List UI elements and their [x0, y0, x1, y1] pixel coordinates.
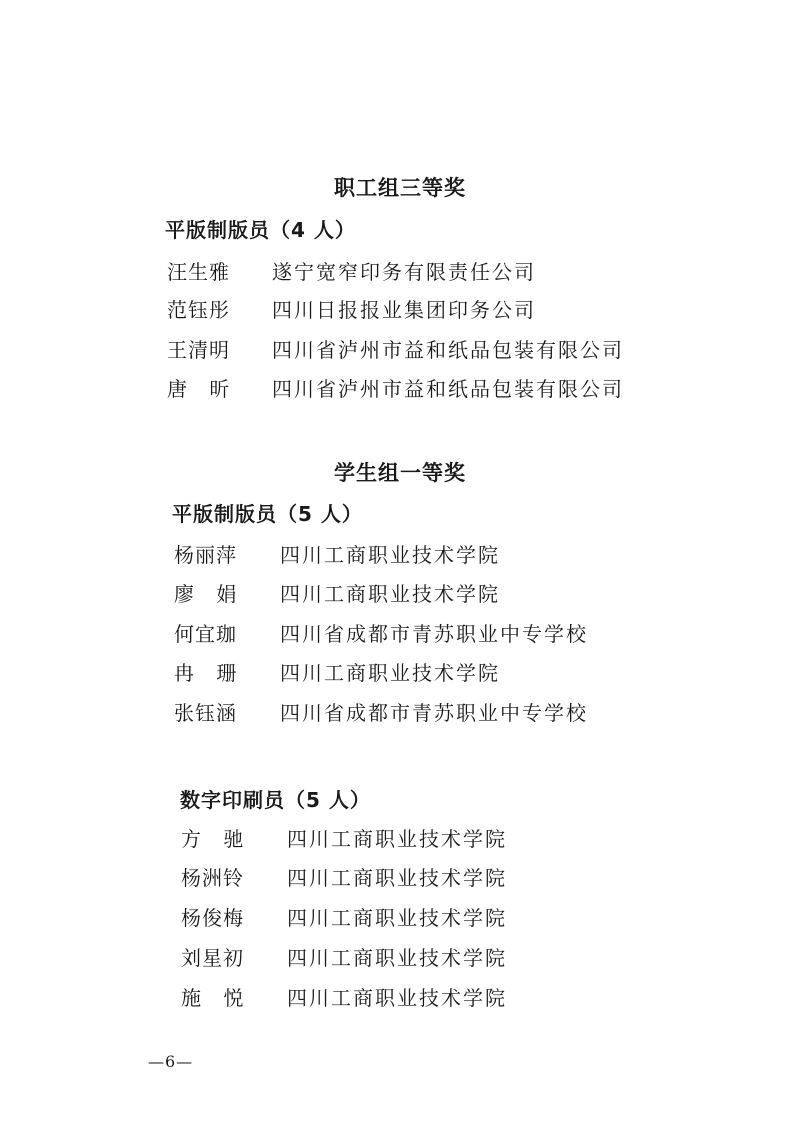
winner-organization: 四川工商职业技术学院 [287, 986, 507, 1010]
winner-organization: 四川工商职业技术学院 [280, 582, 500, 606]
winner-organization: 四川工商职业技术学院 [287, 866, 507, 890]
winner-name: 施 悦 [181, 986, 252, 1010]
winner-organization: 四川日报报业集团印务公司 [272, 298, 536, 322]
page-number: —6— [148, 1052, 194, 1071]
category-heading: 数字印刷员（5 人） [180, 788, 371, 812]
category-heading: 平版制版员（5 人） [172, 502, 363, 526]
winner-organization: 遂宁宽窄印务有限责任公司 [272, 260, 536, 284]
winner-name: 廖 娟 [174, 582, 245, 606]
category-heading: 平版制版员（4 人） [165, 218, 356, 242]
winner-name: 刘星初 [181, 946, 244, 970]
winner-organization: 四川工商职业技术学院 [280, 543, 500, 567]
winner-name: 王清明 [167, 338, 230, 362]
winner-organization: 四川省成都市青苏职业中专学校 [280, 701, 588, 725]
section-title: 学生组一等奖 [334, 461, 466, 485]
winner-name: 杨丽萍 [174, 543, 237, 567]
winner-organization: 四川工商职业技术学院 [287, 946, 507, 970]
winner-name: 杨洲铃 [181, 866, 244, 890]
winner-name: 张钰涵 [174, 701, 237, 725]
winner-name: 唐 昕 [167, 377, 238, 401]
winner-name: 范钰彤 [167, 298, 230, 322]
winner-name: 汪生雅 [167, 260, 230, 284]
winner-organization: 四川工商职业技术学院 [287, 827, 507, 851]
winner-organization: 四川工商职业技术学院 [280, 661, 500, 685]
winner-organization: 四川省泸州市益和纸品包装有限公司 [272, 338, 624, 362]
winner-organization: 四川工商职业技术学院 [287, 906, 507, 930]
winner-organization: 四川省泸州市益和纸品包装有限公司 [272, 377, 624, 401]
winner-name: 何宜珈 [174, 622, 237, 646]
winner-name: 杨俊梅 [181, 906, 244, 930]
section-title: 职工组三等奖 [334, 176, 466, 200]
winner-name: 方 驰 [181, 827, 252, 851]
winner-organization: 四川省成都市青苏职业中专学校 [280, 622, 588, 646]
winner-name: 冉 珊 [174, 661, 245, 685]
